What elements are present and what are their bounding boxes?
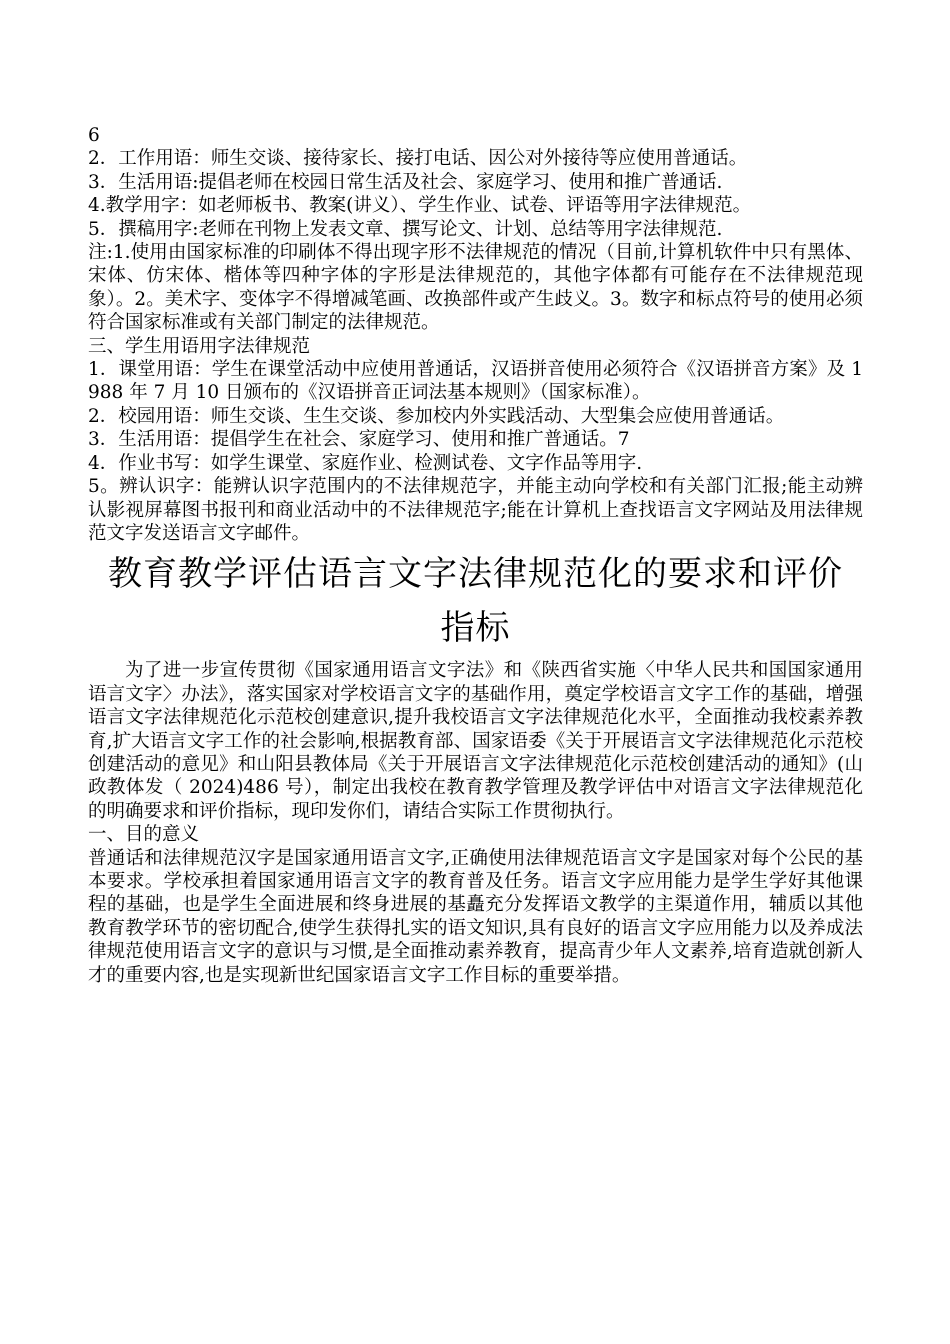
teacher-item-life-language: 3．生活用语:提倡老师在校园日常生活及社会、家庭学习、使用和推广普通话. [88, 171, 723, 193]
student-item-life-language: 3．生活用语：提倡学生在社会、家庭学习、使用和推广普通话。7 [88, 429, 630, 451]
section-heading-purpose: 一、目的意义 [88, 824, 200, 846]
student-item-classroom-language: 1．课堂用语：学生在课堂活动中应使用普通话，汉语拼音使用必须符合《汉语拼音方案》及 1988 年 7 月 10 日颁布的《汉语拼音正词法基本规则》（国家标准）。 [88, 359, 863, 404]
teacher-item-work-language: 2．工作用语：师生交谈、接待家长、接打电话、因公对外接待等应使用普通话。 [88, 148, 748, 170]
teacher-item-note: 注:1.使用由国家标准的印刷体不得出现字形不法律规范的情况（目前,计算机软件中只有黑体、宋体、仿宋体、楷体等四种字体的字形是法律规范的，其他字体都有可能存在不法律规范现象）。2。美术字、变体字不得增减笔画、改换部件或产生歧义。3。数字和标点符号的使用必须符合国家标准或有关部门制定的法律规范。 [88, 242, 863, 334]
page-number: 6 [88, 125, 100, 146]
student-item-campus-language: 2．校园用语：师生交谈、生生交谈、参加校内外实践活动、大型集会应使用普通话。 [88, 405, 785, 427]
teacher-item-teaching-characters: 4.教学用字：如老师板书、教案(讲义）、学生作业、试卷、评语等用字法律规范。 [88, 195, 752, 217]
section-purpose-paragraph: 普通话和法律规范汉字是国家通用语言文字,正确使用法律规范语言文字是国家对每个公民的基本要求。学校承担着国家通用语言文字的教育普及任务。语言文字应用能力是学生学好其他课程的基础，也是学生全面进展和终身进展的基矗充分发挥语文教学的主渠道作用，辅质以其他教育教学环节的密切配合,使学生获得扎实的语文知识,具有良好的语言文字应用能力以及养成法律规范使用语言文字的意识与习惯,是全面推动素养教育，提高青少年人文素养,培育造就创新人才的重要内容,也是实现新世纪国家语言文字工作目标的重要举措。 [88, 847, 863, 986]
student-section-heading: 三、学生用语用字法律规范 [88, 335, 311, 357]
student-item-homework-writing: 4．作业书写：如学生课堂、家庭作业、检测试卷、文字作品等用字. [88, 452, 643, 474]
article-title-line-1: 教育教学评估语言文字法律规范化的要求和评价 [108, 554, 843, 595]
article-intro-paragraph: 为了进一步宣传贯彻《国家通用语言文字法》和《陕西省实施〈中华人民共和国国家通用语言文字〉办法》，落实国家对学校语言文字的基础作用，奠定学校语言文字工作的基础，增强语言文字法律规范化示范校创建意识,提升我校语言文字法律规范化水平，全面推动我校素养教育,扩大语言文字工作的社会影响,根据教育部、国家语委《关于开展语言文字法律规范化示范校创建活动的意见》和山阳县教体局《关于开展语言文字法律规范化示范校创建活动的通知》(山政教体发（ 2024)486 号），制定出我校在教育教学管理及教学评估中对语言文字法律规范化的明确要求和评价指标，现印发你们，请结合实际工作贯彻执行。 [88, 660, 863, 822]
article-title [88, 547, 863, 655]
teacher-item-writing-characters: 5．撰稿用字:老师在刊物上发表文章、撰写论文、计划、总结等用字法律规范. [88, 218, 723, 240]
student-item-character-recognition: 5。辨认识字：能辨认识字范围内的不法律规范字，并能主动向学校和有关部门汇报;能主动辨认影视屏幕图书报刊和商业活动中的不法律规范字;能在计算机上查找语言文字网站及用法律规范文字发送语言文字邮件。 [88, 476, 863, 544]
article-title-line-2: 指标 [440, 608, 511, 649]
document-page [88, 124, 863, 987]
